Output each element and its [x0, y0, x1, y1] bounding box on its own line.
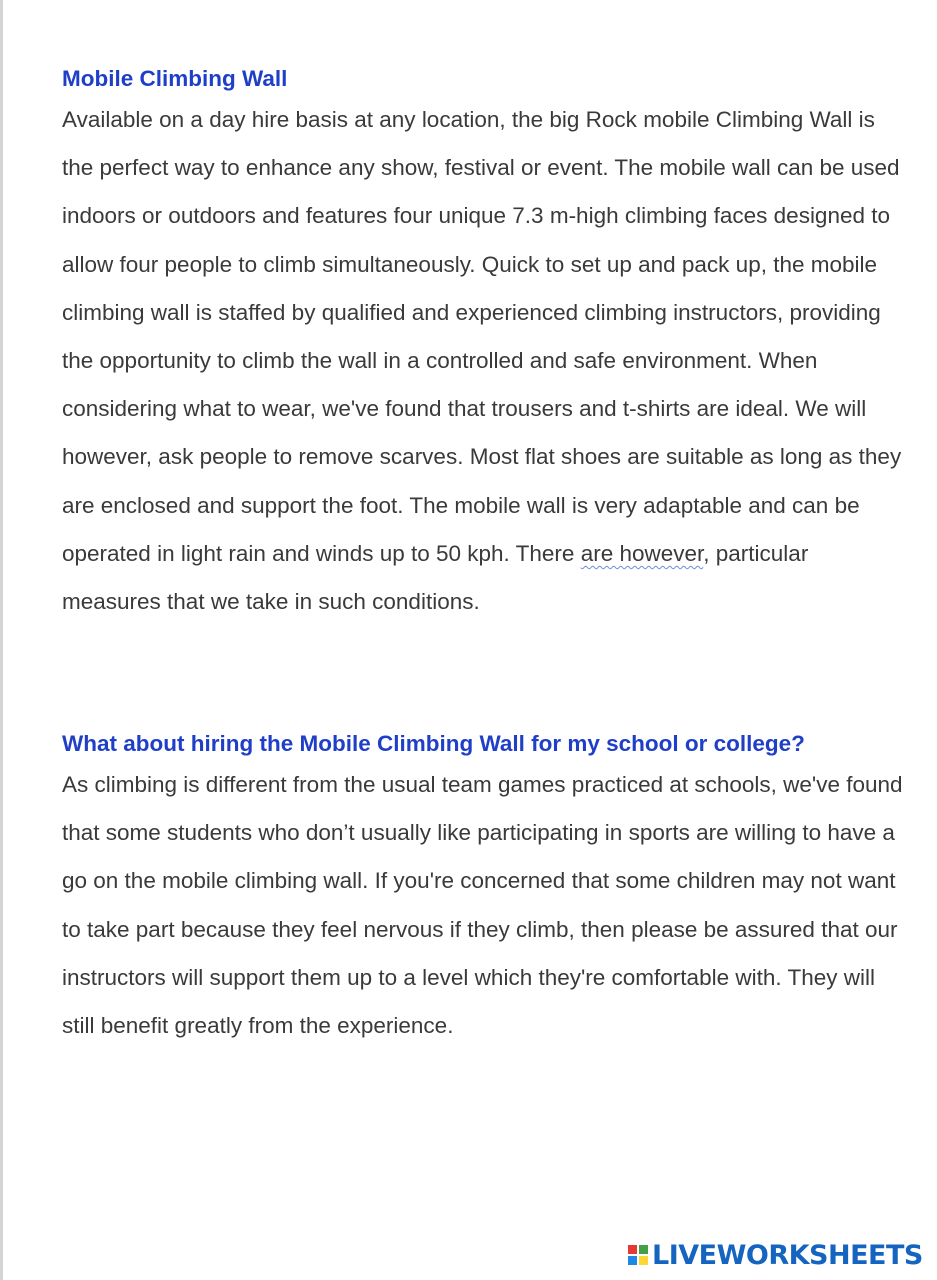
page-left-border [0, 0, 3, 1280]
body-text-end: , particular measures that we take in such conditions. [62, 540, 809, 615]
section-body [62, 96, 912, 626]
section-school-hire [62, 727, 912, 1050]
watermark-text: LIVEWORKSHEETS [652, 1239, 923, 1271]
body-text: Available on a day hire basis at any location, the big Rock mobile Climbing Wall is the perfect way to enhance any show, festival or event. The mobile wall can be used indoors or outdoors and features four unique 7.3 m-high climbing faces designed to allow four people to climb simultaneously. Quick to set up and pack up, the mobile climbing wall is staffed by qualified and experienced climbing instructors, providing the opportunity to climb the wall in a controlled and safe environment. When considering what to wear, we've found that trousers and t-shirts are ideal. We will however, ask people to remove scarves. Most flat shoes are suitable as long as they are enclosed and support the foot. The mobile wall is very adaptable and can be operated in light rain and winds up to 50 kph. There [62, 107, 902, 566]
section-heading: What about hiring the Mobile Climbing Wall for my school or college? [62, 731, 805, 756]
liveworksheets-watermark [628, 1238, 923, 1272]
liveworksheets-logo-icon [628, 1245, 648, 1265]
section-body: As climbing is different from the usual team games practiced at schools, we've found that some students who don’t usually like participating in sports are willing to have a go on the mobile climbing wall. If you're concerned that some children may not want to take part because they feel nervous if they climb, then please be assured that our instructors will support them up to a level which they're comfortable with. They will still benefit greatly from the experience. [62, 772, 903, 1039]
section-heading: Mobile Climbing Wall [62, 66, 288, 91]
grammar-flagged-text[interactable]: are however [580, 540, 704, 566]
section-mobile-climbing-wall [62, 62, 912, 626]
